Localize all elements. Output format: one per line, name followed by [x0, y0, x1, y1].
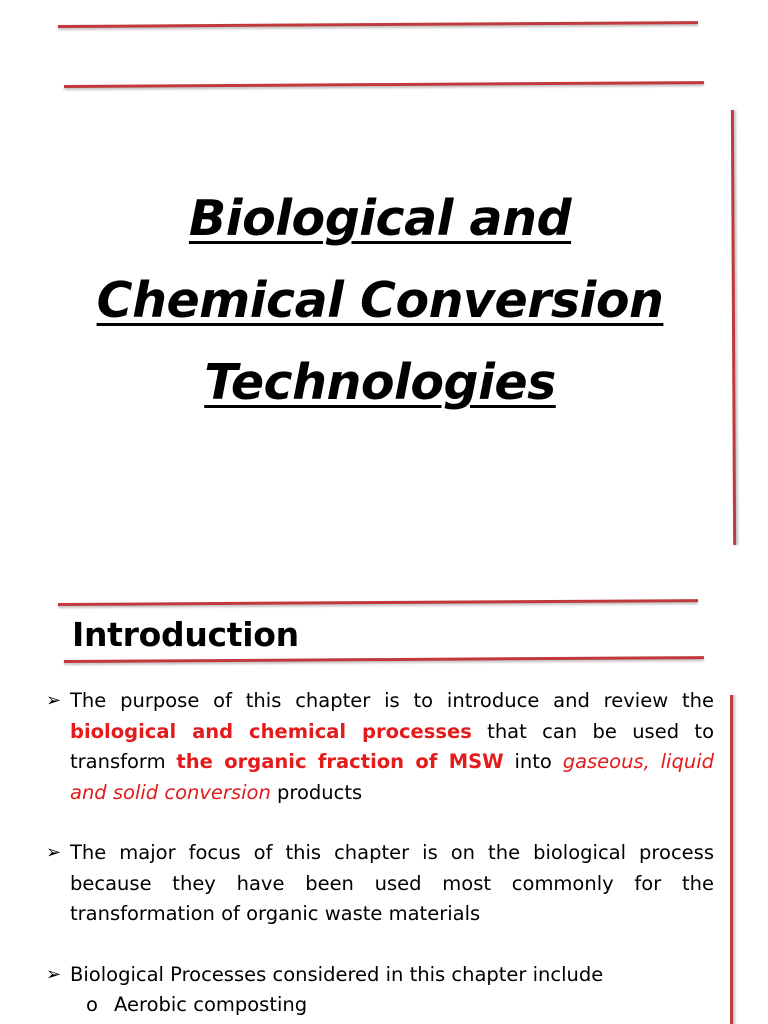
circle-bullet-icon: o [86, 993, 98, 1016]
arrow-bullet-icon: ➢ [46, 963, 62, 985]
top-rule-1 [58, 21, 698, 28]
p1-text-1: The purpose of this chapter is to introduce and review the [70, 689, 714, 712]
bullet-major-focus [46, 838, 714, 930]
sub-item-aerobic-composting [46, 990, 714, 1021]
section-rule-top [58, 599, 698, 606]
body-text [46, 686, 714, 1021]
p3-text: Biological Processes considered in this chapter include [70, 962, 604, 986]
p1-highlight-processes: biological and chemical processes [70, 719, 472, 743]
section-heading: Introduction [72, 615, 299, 654]
p1-highlight-products: gaseous, liquid and solid conversion [70, 750, 715, 804]
arrow-bullet-icon: ➢ [46, 690, 62, 711]
title-line-1: Biological and [188, 190, 572, 247]
right-margin-rule-lower [730, 695, 733, 1024]
bullet-purpose [46, 686, 714, 808]
p1-text-3: into [503, 750, 563, 773]
top-rule-2 [64, 81, 704, 88]
p2-text: The major focus of this chapter is on the biological process because they have been used most commonly for the transformation of organic waste materials [70, 841, 714, 925]
right-margin-rule-upper [731, 110, 736, 545]
sub-item-label: Aerobic composting [114, 993, 308, 1016]
title-line-3: Technologies [204, 354, 556, 411]
p1-text-2: that can be used to transform [70, 719, 714, 773]
p1-highlight-organic-fraction: the organic fraction of MSW [176, 750, 504, 773]
section-rule-bottom [64, 656, 704, 663]
bullet-biological-processes [46, 960, 714, 991]
title-line-2: Chemical Conversion [96, 272, 664, 329]
arrow-bullet-icon: ➢ [46, 842, 62, 863]
p1-text-4: products [270, 780, 363, 804]
document-title [40, 178, 720, 424]
